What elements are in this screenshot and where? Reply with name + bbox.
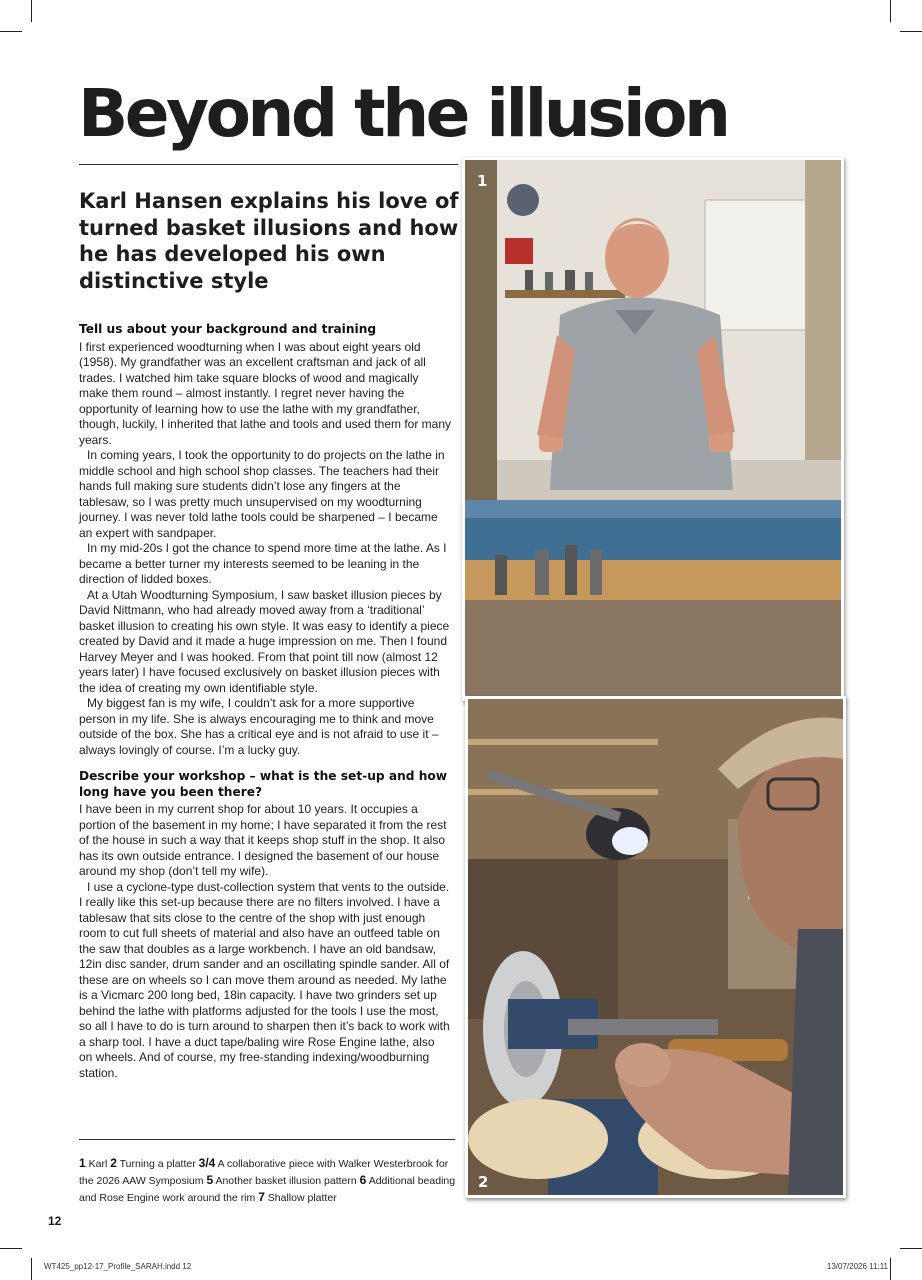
paragraph: I have been in my current shop for about 10 years. It occupies a portion of the basement in my home; I have separated it from the rest of the house in such a way that it keeps shop stuff in the shop. It also has its own outside entrance. I designed the basement of our house around my shop (don’t tell my wife).: [79, 802, 447, 878]
article-body: [79, 322, 451, 1081]
photo-karl-at-lathe: [462, 157, 844, 701]
paragraph: In coming years, I took the opportunity to do projects on the lathe in middle school and high school shop classes. The teachers had their hands full making sure students didn’t lose any fingers at the tablesaw, so I was pretty much unsupervised on my woodturning journey. I was never told lathe tools could be sharpened – I became an expert with sandpaper.: [79, 448, 445, 540]
paragraph: I first experienced woodturning when I was about eight years old (1958). My grandfather was an excellent craftsman and jack of all trades. I watched him take square blocks of wood and magically make them round – almost instantly. I regret never having the opportunity of learning how to use the lathe with my grandfather, though, luckily, I inherited that lathe and tools and used them for many years.: [79, 339, 451, 447]
caption-number: 2: [110, 1156, 117, 1170]
crop-mark: [31, 1258, 32, 1280]
crop-mark: [31, 0, 32, 22]
photo-number: 2: [478, 1173, 489, 1191]
paragraph: My biggest fan is my wife, I couldn’t ask for a more supportive person in my life. She is always encouraging me to think and move outside of the box. She has a critical eye and is not afraid to use it – always lovingly of course. I’m a lucky guy.: [79, 696, 439, 757]
caption-text: Turning a platter: [119, 1158, 196, 1170]
caption-text: Additional beading and Rose Engine work around the rim: [79, 1175, 456, 1204]
crop-mark: [0, 31, 22, 32]
section-heading: Tell us about your background and training: [79, 322, 377, 336]
caption-text: Another basket illusion pattern: [215, 1175, 357, 1187]
turning-photo-illustration: [468, 699, 843, 1195]
captions-rule: [79, 1139, 455, 1140]
photo-captions: [79, 1155, 457, 1206]
standfirst: Karl Hansen explains his love of turned basket illusions and how he has developed his own distinctive style: [79, 189, 459, 293]
caption-number: 3/4: [198, 1156, 216, 1170]
caption-text: A collaborative piece with Walker Westerbrook for the 2026 AAW Symposium: [79, 1158, 449, 1187]
caption-text: Karl: [88, 1158, 108, 1170]
photo-number: 1: [477, 172, 488, 190]
slug-left: WT425_pp12-17_Profile_SARAH.indd 12: [44, 1262, 192, 1271]
paragraph: At a Utah Woodturning Symposium, I saw basket illusion pieces by David Nittmann, who had already moved away from a ‘traditional’ basket illusion to creating his own style. It was easy to identify a piece created by David and it made a huge impression on me. Then I found Harvey Meyer and I was hooked. From that point till now (almost 12 years later) I have focused exclusively on basket illusion pieces with the idea of creating my own identifiable style.: [79, 587, 450, 695]
crop-mark: [0, 1248, 22, 1249]
paragraph: In my mid-20s I got the chance to spend more time at the lathe. As I became a better turner my interests seemed to be leaning in the direction of lidded boxes.: [79, 541, 447, 586]
caption-number: 7: [258, 1190, 265, 1204]
workshop-photo-illustration: [465, 160, 841, 698]
crop-mark: [900, 31, 922, 32]
caption-text: Shallow platter: [267, 1192, 337, 1204]
crop-mark: [900, 1248, 922, 1249]
page-number: 12: [48, 1214, 62, 1228]
slug-right: 13/07/2026 11:11: [826, 1262, 888, 1271]
article-title: Beyond the illusion: [78, 75, 728, 152]
paragraph: I use a cyclone-type dust-collection system that vents to the outside. I really like this set-up because there are no filters involved. I have a tablesaw that sits close to the centre of the shop with just enough room to cut full sheets of material and also have an outfeed table on the saw that doubles as a large workbench. I have an old bandsaw, 12in disc sander, drum sander and an oscillating spindle sander. All of these are on wheels so I can move them around as needed. My lathe is a Vicmarc 200 long bed, 18in capacity. I have two grinders set up behind the lathe with platforms adjusted for the tools I use the most, so all I have to do is turn around to sharpen then it’s back to work with a sharp tool. I have a duct tape/baling wire Rose Engine lathe, also on wheels. And of course, my free-standing indexing/woodburning station.: [79, 879, 450, 1080]
title-rule: [79, 164, 458, 165]
caption-number: 6: [359, 1173, 367, 1187]
crop-mark: [890, 0, 891, 22]
crop-mark: [890, 1258, 891, 1280]
caption-number: 1: [79, 1156, 86, 1170]
caption-number: 5: [206, 1173, 214, 1187]
section-heading: Describe your workshop – what is the set-up and how long have you been there?: [79, 769, 448, 799]
photo-turning-platter: [465, 696, 846, 1198]
